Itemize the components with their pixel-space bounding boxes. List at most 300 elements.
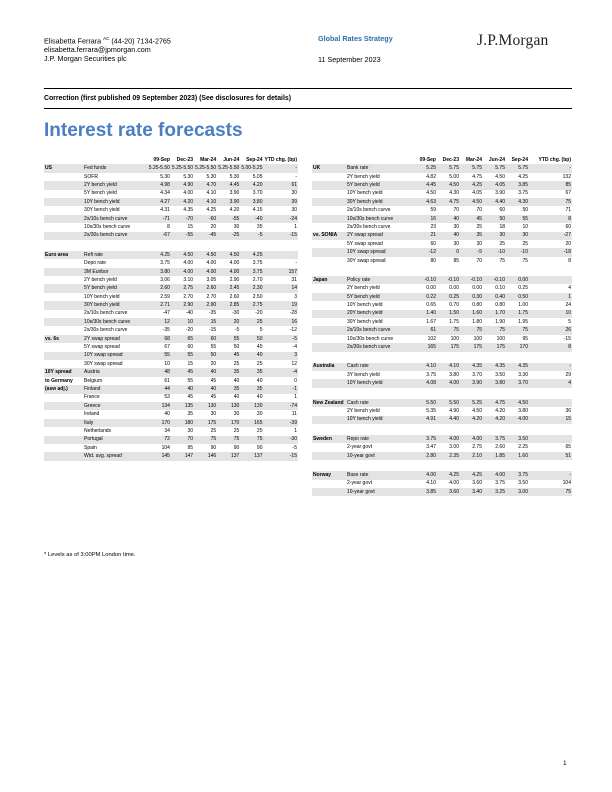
value-cell: 12 <box>148 318 171 326</box>
table-row <box>44 173 298 181</box>
col-header: Sep-24 <box>246 156 263 163</box>
value-cell: -67 <box>148 232 171 240</box>
strategy-block <box>318 35 393 64</box>
value-cell: -20 <box>185 327 194 334</box>
value-cell: 4.00 <box>171 268 194 276</box>
value-cell: 4.10 <box>194 198 217 206</box>
value-cell: 104 <box>161 444 170 451</box>
row-label: Finland <box>83 385 148 393</box>
value-cell: 40 <box>256 394 263 401</box>
value-cell: 70 <box>171 436 194 444</box>
value-cell: 2.80 <box>414 452 437 460</box>
value-cell: 50 <box>194 352 217 360</box>
group-label <box>44 310 83 318</box>
group-label: 10Y spread <box>44 368 83 376</box>
group-label: Sweden <box>312 435 346 443</box>
value-cell: 4.27 <box>148 198 171 206</box>
value-cell: 4.63 <box>414 198 437 206</box>
value-cell: -0.10 <box>414 276 437 284</box>
value-cell: 3.30 <box>518 371 528 378</box>
value-cell: 0 <box>294 377 297 384</box>
value-cell: 3 <box>294 293 297 300</box>
value-cell: 2.30 <box>240 284 263 292</box>
value-cell: 61 <box>164 377 170 384</box>
value-cell: 5 <box>568 318 571 325</box>
value-cell: 61 <box>414 326 437 334</box>
value-cell: 4.10 <box>437 363 460 371</box>
value-cell: 4.50 <box>495 173 505 180</box>
value-cell: 5.30 <box>160 173 170 180</box>
value-cell: 4.35 <box>183 207 194 214</box>
value-cell: 35 <box>187 411 194 418</box>
value-cell: -18 <box>529 248 572 256</box>
jpmorgan-logo: J.P.Morgan <box>477 32 549 49</box>
value-cell: 1 <box>294 394 297 401</box>
author-email[interactable]: elisabetta.ferrara@jpmorgan.com <box>44 44 151 54</box>
value-cell: 3.75 <box>495 480 505 487</box>
value-cell: 60 <box>499 207 505 214</box>
value-cell: 90 <box>233 444 240 451</box>
value-cell: 59 <box>430 207 436 214</box>
value-cell: 2.90 <box>171 301 194 309</box>
table-row <box>44 215 298 223</box>
group-label <box>312 443 346 451</box>
value-cell: 0.70 <box>449 302 459 309</box>
group-label <box>44 452 83 460</box>
value-cell: 12 <box>291 360 297 367</box>
table-row <box>44 310 298 318</box>
value-cell: 2.75 <box>240 301 263 309</box>
value-cell: 4.50 <box>194 251 217 259</box>
table-row <box>312 379 572 387</box>
group-label: UK <box>312 164 346 172</box>
value-cell: 170 <box>217 419 240 427</box>
value-cell: 5.25-5.50 <box>218 165 240 172</box>
table-row <box>44 427 298 435</box>
value-cell: 20 <box>217 318 240 326</box>
row-label: Greece <box>83 402 148 410</box>
value-cell: 1 <box>529 293 572 301</box>
col-header: Jun-24 <box>488 156 505 163</box>
spacer-row <box>44 240 298 251</box>
value-cell: 3.80 <box>449 371 459 378</box>
value-cell: 4.25 <box>240 251 263 259</box>
value-cell: 1.70 <box>483 310 506 318</box>
row-label: 10Y swap spread <box>346 248 414 256</box>
value-cell: 2.75 <box>171 284 194 292</box>
table-row <box>312 443 572 451</box>
value-cell: 39 <box>263 198 298 206</box>
value-cell: 4.45 <box>414 181 437 189</box>
value-cell: 25 <box>476 223 482 230</box>
value-cell: 35 <box>217 385 240 393</box>
value-cell: 14 <box>263 284 298 292</box>
value-cell: 8 <box>167 223 170 230</box>
group-label <box>44 198 83 206</box>
value-cell: 3.60 <box>437 488 460 496</box>
value-cell: -15 <box>208 327 217 334</box>
group-label <box>44 173 83 181</box>
value-cell: 4.20 <box>240 181 263 189</box>
group-label <box>312 215 346 223</box>
value-cell: 4.40 <box>483 198 506 206</box>
group-label <box>312 416 346 424</box>
row-label: 3Y bench yield <box>347 371 380 378</box>
header-rule <box>44 88 572 89</box>
row-label: 2s/10s bench curve <box>346 326 414 334</box>
group-label <box>312 452 346 460</box>
value-cell: -0.10 <box>460 276 483 284</box>
value-cell: 36 <box>565 408 571 414</box>
value-cell: 0.10 <box>495 285 505 292</box>
table-row <box>44 293 298 301</box>
value-cell: 45 <box>210 377 217 384</box>
value-cell: -30 <box>232 310 240 317</box>
row-label: 2s/30s bench curve <box>346 343 414 351</box>
table-row <box>44 352 298 360</box>
group-label <box>44 268 83 276</box>
value-cell: 75 <box>194 436 217 444</box>
value-cell: 25 <box>499 240 505 247</box>
value-cell: 35 <box>256 223 263 230</box>
value-cell: 132 <box>562 173 571 180</box>
row-label: 5Y bench yield <box>83 284 148 292</box>
group-label <box>44 206 83 214</box>
value-cell: 4.50 <box>460 198 483 206</box>
value-cell: 75 <box>506 326 529 334</box>
value-cell: 3.60 <box>472 480 482 487</box>
value-cell: 26 <box>529 326 572 334</box>
row-label: Ireland <box>84 411 100 418</box>
value-cell: -10 <box>506 248 529 256</box>
value-cell: 2.60 <box>148 284 171 292</box>
group-label <box>44 301 83 309</box>
row-label: 10Y bench yield <box>346 416 414 424</box>
value-cell: 40 <box>171 385 194 393</box>
value-cell: 40 <box>194 385 217 393</box>
value-cell: 145 <box>148 452 171 460</box>
row-label: 2s/10s bench curve <box>347 207 391 214</box>
value-cell: 55 <box>210 344 217 351</box>
table-row <box>312 173 572 181</box>
footnote: * Levels as of 3:00PM London time. <box>44 552 136 558</box>
group-label <box>312 240 346 248</box>
table-row <box>312 293 572 301</box>
value-cell: 3.75 <box>426 371 436 378</box>
value-cell: 4.45 <box>217 181 240 189</box>
table-row <box>44 190 298 198</box>
table-row <box>312 164 572 172</box>
author-sup: AC <box>103 36 110 41</box>
value-cell: 4.00 <box>206 260 217 267</box>
value-cell: 3.80 <box>483 379 506 387</box>
group-label <box>44 419 83 427</box>
value-cell: -10 <box>483 248 506 256</box>
value-cell: 4.00 <box>506 416 529 424</box>
value-cell: -55 <box>171 232 194 240</box>
table-row <box>44 268 298 276</box>
value-cell: -0.10 <box>483 276 506 284</box>
value-cell: 4.35 <box>460 363 483 371</box>
value-cell: 4.00 <box>229 260 240 267</box>
value-cell: 5.00-5.25 <box>241 165 263 172</box>
value-cell: 0.25 <box>437 293 460 301</box>
value-cell: 75 <box>483 326 506 334</box>
row-label: Base rate <box>346 471 414 479</box>
value-cell: 4.15 <box>252 207 263 214</box>
table-row <box>44 181 298 189</box>
group-label <box>312 379 346 387</box>
value-cell: - <box>295 173 297 180</box>
value-cell <box>263 251 298 259</box>
value-cell: 10 <box>171 318 194 326</box>
value-cell: -40 <box>240 215 263 223</box>
value-cell: 0.50 <box>506 293 529 301</box>
value-cell: 3.50 <box>506 435 529 443</box>
value-cell: 2.50 <box>252 293 263 300</box>
table-row <box>312 232 572 240</box>
group-label <box>44 343 83 351</box>
table-row <box>44 326 298 334</box>
table-row <box>44 251 298 259</box>
row-label: 5Y bench yield <box>346 293 414 301</box>
value-cell: 3.80 <box>148 268 171 276</box>
value-cell: 71 <box>565 207 571 214</box>
value-cell: 25 <box>210 427 217 434</box>
value-cell: 0.00 <box>426 285 436 292</box>
value-cell: 2.75 <box>472 444 482 451</box>
value-cell: -12 <box>414 248 437 256</box>
row-label: 2Y swap spread <box>83 335 148 343</box>
value-cell: 5.50 <box>437 399 460 407</box>
value-cell: 45 <box>187 394 194 401</box>
value-cell: 75 <box>529 488 572 496</box>
author-name: Elisabetta Ferrara <box>44 36 102 46</box>
group-label <box>44 410 83 418</box>
value-cell: 4.10 <box>426 480 436 487</box>
value-cell: 4.00 <box>183 190 194 197</box>
group-label: to Germany <box>45 377 73 384</box>
row-label: Cash rate <box>346 399 414 407</box>
row-label: 30Y bench yield <box>84 207 120 214</box>
group-label <box>312 488 346 496</box>
group-label <box>44 427 83 435</box>
value-cell: 3.90 <box>495 190 505 197</box>
value-cell: 4.50 <box>171 251 194 259</box>
value-cell: 2.35 <box>437 452 460 460</box>
row-label: 5Y swap spread <box>347 240 383 247</box>
table-row <box>312 257 572 265</box>
value-cell: -35 <box>208 310 217 317</box>
left-forecast-table <box>44 156 298 461</box>
table-row <box>312 399 572 407</box>
value-cell: 53 <box>164 394 170 401</box>
value-cell: 1.95 <box>518 318 528 325</box>
value-cell: 100 <box>450 335 459 342</box>
table-row <box>312 371 572 379</box>
value-cell: 0.65 <box>426 302 436 309</box>
spacer-row <box>312 460 572 471</box>
value-cell: 4.05 <box>472 190 482 197</box>
value-cell: 5.25-5.50 <box>195 165 217 172</box>
value-cell: 3.50 <box>518 480 528 487</box>
value-cell: 0.22 <box>414 293 437 301</box>
row-label: 30Y bench yield <box>346 198 414 206</box>
correction-rule <box>44 108 572 109</box>
group-label: Norway <box>312 471 346 479</box>
value-cell: 75 <box>217 436 240 444</box>
value-cell: 75 <box>522 257 528 264</box>
value-cell: 2.90 <box>229 276 240 283</box>
value-cell: 175 <box>483 343 506 351</box>
value-cell: 3.00 <box>449 444 459 451</box>
value-cell: 4.20 <box>495 408 505 414</box>
table-row <box>312 301 572 309</box>
value-cell: 3.70 <box>506 379 529 387</box>
group-label <box>312 248 346 256</box>
value-cell: 175 <box>194 419 217 427</box>
page-number: 1 <box>563 760 567 767</box>
value-cell: 20 <box>210 223 217 230</box>
value-cell: 18 <box>499 223 505 230</box>
value-cell: -24 <box>263 215 298 223</box>
value-cell: -5 <box>234 327 240 334</box>
value-cell: 55 <box>187 377 194 384</box>
table-row <box>44 318 298 326</box>
value-cell: 2.10 <box>460 452 483 460</box>
value-cell: 11 <box>291 411 297 418</box>
value-cell: 4.00 <box>437 379 460 387</box>
row-label: 30Y bench yield <box>83 301 148 309</box>
value-cell: 40 <box>437 232 460 240</box>
group-label <box>44 190 83 198</box>
value-cell: 1.85 <box>483 452 506 460</box>
table-row <box>44 343 298 351</box>
value-cell: 30 <box>291 190 297 197</box>
table-row <box>44 402 298 410</box>
value-cell: 15 <box>529 416 572 424</box>
value-cell <box>529 399 572 407</box>
group-label <box>44 215 83 223</box>
value-cell: -60 <box>194 215 217 223</box>
value-cell: 5.30 <box>183 173 194 180</box>
value-cell: 19 <box>263 301 298 309</box>
value-cell: 4.10 <box>206 190 217 197</box>
table-row <box>312 206 572 214</box>
row-label: 2-year govt <box>347 480 373 487</box>
group-label <box>44 223 83 231</box>
value-cell: 4.35 <box>506 363 529 371</box>
value-cell: 40 <box>164 411 170 418</box>
group-label <box>312 318 346 326</box>
group-label <box>312 343 346 351</box>
value-cell: 21 <box>414 232 437 240</box>
group-label <box>44 293 83 301</box>
table-row <box>44 198 298 206</box>
value-cell: 95 <box>522 335 528 342</box>
group-label <box>312 284 346 292</box>
value-cell: 3.25 <box>483 488 506 496</box>
value-cell: 2.71 <box>148 301 171 309</box>
value-cell: 24 <box>565 302 571 309</box>
row-label: Belgium <box>84 377 103 384</box>
value-cell: 1.00 <box>518 302 528 309</box>
value-cell: 34 <box>164 427 170 434</box>
group-label <box>312 407 346 415</box>
row-label: 2s/30s bench curve <box>347 223 391 230</box>
value-cell: 1.75 <box>449 318 459 325</box>
table-row <box>312 215 572 223</box>
table-row <box>312 480 572 488</box>
row-label: 5Y bench yield <box>346 181 414 189</box>
value-cell: 30 <box>291 207 297 214</box>
publish-date: 11 September 2023 <box>318 54 381 64</box>
group-label <box>312 190 346 198</box>
table-row <box>312 326 572 334</box>
value-cell: 0.30 <box>460 293 483 301</box>
value-cell: 95 <box>187 444 194 451</box>
value-cell: 175 <box>437 343 460 351</box>
table-row <box>312 276 572 284</box>
group-label <box>44 402 83 410</box>
table-row <box>312 248 572 256</box>
value-cell: 75 <box>499 257 505 264</box>
value-cell: 4.40 <box>437 416 460 424</box>
value-cell: 75 <box>240 436 263 444</box>
value-cell: -70 <box>171 215 194 223</box>
value-cell: 3.10 <box>183 276 194 283</box>
group-label <box>312 310 346 318</box>
value-cell: -25 <box>217 232 240 240</box>
value-cell: 25 <box>256 427 263 434</box>
group-label <box>44 232 83 240</box>
value-cell: 135 <box>171 402 194 410</box>
value-cell: 1.80 <box>472 318 482 325</box>
value-cell: 134 <box>148 402 171 410</box>
value-cell: 70 <box>476 207 482 214</box>
value-cell: 4.82 <box>426 173 436 180</box>
value-cell: 75 <box>437 326 460 334</box>
table-row <box>44 436 298 444</box>
value-cell: 4.25 <box>148 251 171 259</box>
value-cell: 157 <box>263 268 298 276</box>
value-cell: 40 <box>240 352 263 360</box>
col-header: 09-Sep <box>153 156 170 163</box>
table-row <box>312 407 572 415</box>
row-label: 2Y bench yield <box>347 408 380 414</box>
value-cell: 90 <box>256 444 263 451</box>
value-cell: 60 <box>187 344 194 351</box>
value-cell: 85 <box>529 181 572 189</box>
value-cell: 2.45 <box>217 284 240 292</box>
value-cell: 4.00 <box>183 260 194 267</box>
table-row <box>312 181 572 189</box>
value-cell: 2.85 <box>217 301 240 309</box>
value-cell: 51 <box>529 452 572 460</box>
value-cell: 3.50 <box>495 371 505 378</box>
value-cell: 0.00 <box>449 285 459 292</box>
group-label <box>312 371 346 379</box>
value-cell: 35 <box>240 368 263 376</box>
value-cell: 68 <box>148 335 171 343</box>
col-header: Dec-23 <box>442 156 459 163</box>
value-cell: 40 <box>256 377 263 384</box>
value-cell: 175 <box>460 343 483 351</box>
value-cell: 45 <box>217 352 240 360</box>
value-cell: 4.91 <box>414 416 437 424</box>
table-row <box>44 232 298 240</box>
group-label: Japan <box>312 276 346 284</box>
